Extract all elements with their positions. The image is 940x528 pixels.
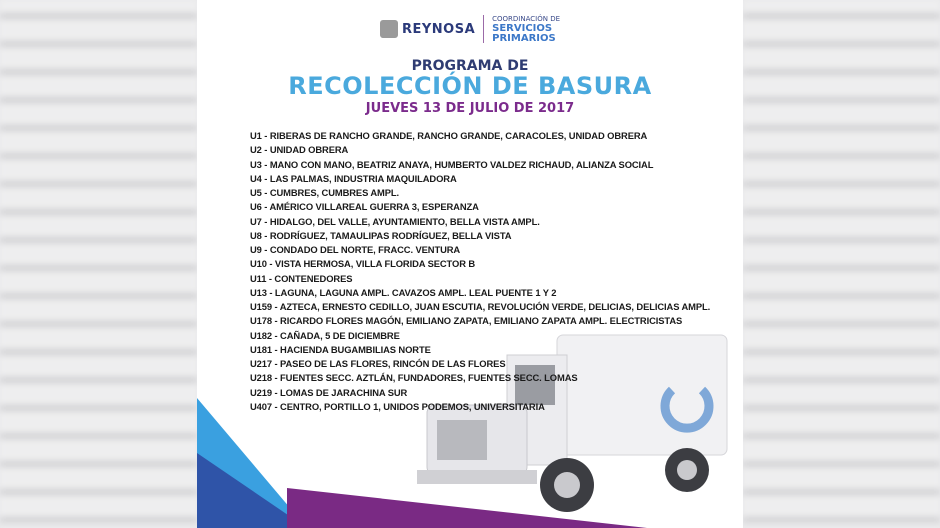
- logo-text: REYNOSA: [401, 21, 476, 37]
- coordination-line1: COORDINACIÓN DE: [492, 15, 561, 23]
- route-item: U3 - MANO CON MANO, BEATRIZ ANAYA, HUMBERTO VALDEZ RICHAUD, ALIANZA SOCIAL: [250, 158, 654, 170]
- poster: [197, 0, 743, 528]
- route-item: U10 - VISTA HERMOSA, VILLA FLORIDA SECTOR B: [250, 258, 476, 270]
- poster-header: [197, 14, 743, 44]
- divider: [483, 15, 484, 43]
- route-item: U8 - RODRÍGUEZ, TAMAULIPAS RODRÍGUEZ, BELLA VISTA: [250, 229, 512, 241]
- route-item: U9 - CONDADO DEL NORTE, FRACC. VENTURA: [250, 244, 461, 255]
- route-item: U181 - HACIENDA BUGAMBILIAS NORTE: [250, 343, 431, 355]
- route-item: U407 - CENTRO, PORTILLO 1, UNIDOS PODEMOS, UNIVERSITARIA: [250, 400, 545, 412]
- coordination-line3: PRIMARIOS: [492, 33, 556, 44]
- route-item: U11 - CONTENEDORES: [250, 272, 353, 284]
- blurred-background-right: [743, 0, 940, 528]
- city-seal-icon: [380, 20, 398, 38]
- route-item: U2 - UNIDAD OBRERA: [250, 144, 349, 156]
- route-item: U178 - RICARDO FLORES MAGÓN, EMILIANO ZAPATA, EMILIANO ZAPATA AMPL. ELECTRICISTAS: [250, 315, 683, 327]
- date-subtitle: JUEVES 13 DE JULIO DE 2017: [365, 101, 575, 116]
- route-item: U1 - RIBERAS DE RANCHO GRANDE, RANCHO GRANDE, CARACOLES, UNIDAD OBRERA: [250, 130, 648, 141]
- route-item: U217 - PASEO DE LAS FLORES, RINCÓN DE LAS FLORES: [250, 358, 506, 369]
- route-item: U182 - CAÑADA, 5 DE DICIEMBRE: [250, 329, 400, 341]
- route-item: U7 - HIDALGO, DEL VALLE, AYUNTAMIENTO, BELLA VISTA AMPL.: [250, 215, 540, 227]
- main-title: RECOLECCIÓN DE BASURA: [288, 72, 652, 100]
- route-item: U13 - LAGUNA, LAGUNA AMPL. CAVAZOS AMPL. LEAL PUENTE 1 Y 2: [250, 286, 557, 298]
- reynosa-logo: [380, 20, 475, 38]
- route-item: U159 - AZTECA, ERNESTO CEDILLO, JUAN ESCUTIA, REVOLUCIÓN VERDE, DELICIAS, DELICIAS AMPL.: [250, 301, 711, 312]
- coordination-line2: SERVICIOS: [492, 23, 553, 34]
- blurred-background-left: [0, 0, 197, 528]
- route-item: U6 - AMÉRICO VILLAREAL GUERRA 3, ESPERANZA: [250, 201, 479, 213]
- route-item: U218 - FUENTES SECC. AZTLÁN, FUNDADORES, FUENTES SECC. LOMAS: [250, 372, 578, 384]
- route-item: U5 - CUMBRES, CUMBRES AMPL.: [250, 187, 400, 198]
- route-item: U219 - LOMAS DE JARACHINA SUR: [250, 386, 408, 398]
- route-item: U4 - LAS PALMAS, INDUSTRIA MAQUILADORA: [250, 172, 457, 184]
- route-list: [250, 129, 710, 414]
- title-line1: PROGRAMA DE: [411, 58, 529, 74]
- coordination-label: [492, 14, 560, 44]
